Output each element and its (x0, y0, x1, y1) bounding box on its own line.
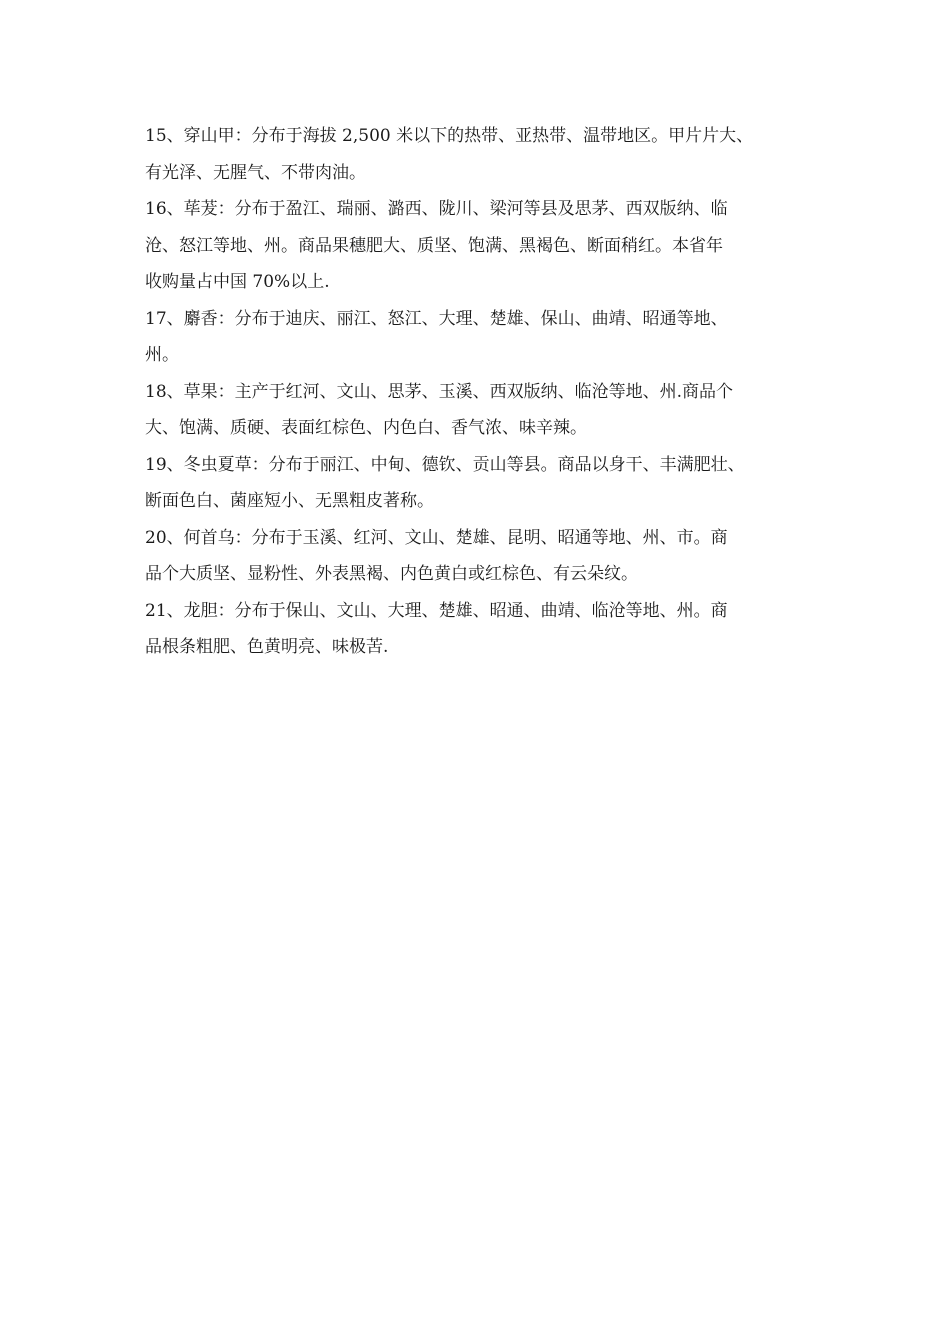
entry-line: 大、饱满、质硬、表面红棕色、内色白、香气浓、味辛辣。 (145, 418, 587, 438)
entry-19 (145, 447, 825, 520)
entry-line: 18、草果：主产于红河、文山、思茅、玉溪、西双版纳、临沧等地、州.商品个 (145, 381, 734, 402)
entry-15 (145, 118, 825, 191)
entry-18 (145, 374, 825, 447)
entry-line: 州。 (145, 345, 179, 365)
entry-17 (145, 301, 825, 374)
entry-line: 品根条粗肥、色黄明亮、味极苦. (145, 637, 389, 657)
entry-line: 19、冬虫夏草：分布于丽江、中甸、德钦、贡山等县。商品以身干、丰满肥壮、 (145, 454, 745, 475)
document-body (145, 118, 825, 666)
entry-line: 沧、怒江等地、州。商品果穗肥大、质坚、饱满、黑褐色、断面稍红。本省年 (145, 235, 723, 256)
entry-line: 有光泽、无腥气、不带肉油。 (145, 162, 366, 183)
entry-line: 断面色白、菌座短小、无黑粗皮著称。 (145, 491, 434, 511)
entry-20 (145, 520, 825, 593)
entry-16 (145, 191, 825, 301)
entry-line: 21、龙胆：分布于保山、文山、大理、楚雄、昭通、曲靖、临沧等地、州。商 (145, 600, 728, 621)
entry-line: 17、麝香：分布于迪庆、丽江、怒江、大理、楚雄、保山、曲靖、昭通等地、 (145, 308, 728, 329)
entry-line: 收购量占中国 70%以上. (145, 272, 330, 292)
entry-line: 品个大质坚、显粉性、外表黑褐、内色黄白或红棕色、有云朵纹。 (145, 564, 638, 584)
entry-21 (145, 593, 825, 666)
entry-line: 15、穿山甲：分布于海拔 2,500 米以下的热带、亚热带、温带地区。甲片片大、 (145, 126, 754, 146)
entry-line: 16、荜茇：分布于盈江、瑞丽、潞西、陇川、梁河等县及思茅、西双版纳、临 (145, 199, 728, 219)
entry-line: 20、何首乌：分布于玉溪、红河、文山、楚雄、昆明、昭通等地、州、市。商 (145, 527, 728, 548)
